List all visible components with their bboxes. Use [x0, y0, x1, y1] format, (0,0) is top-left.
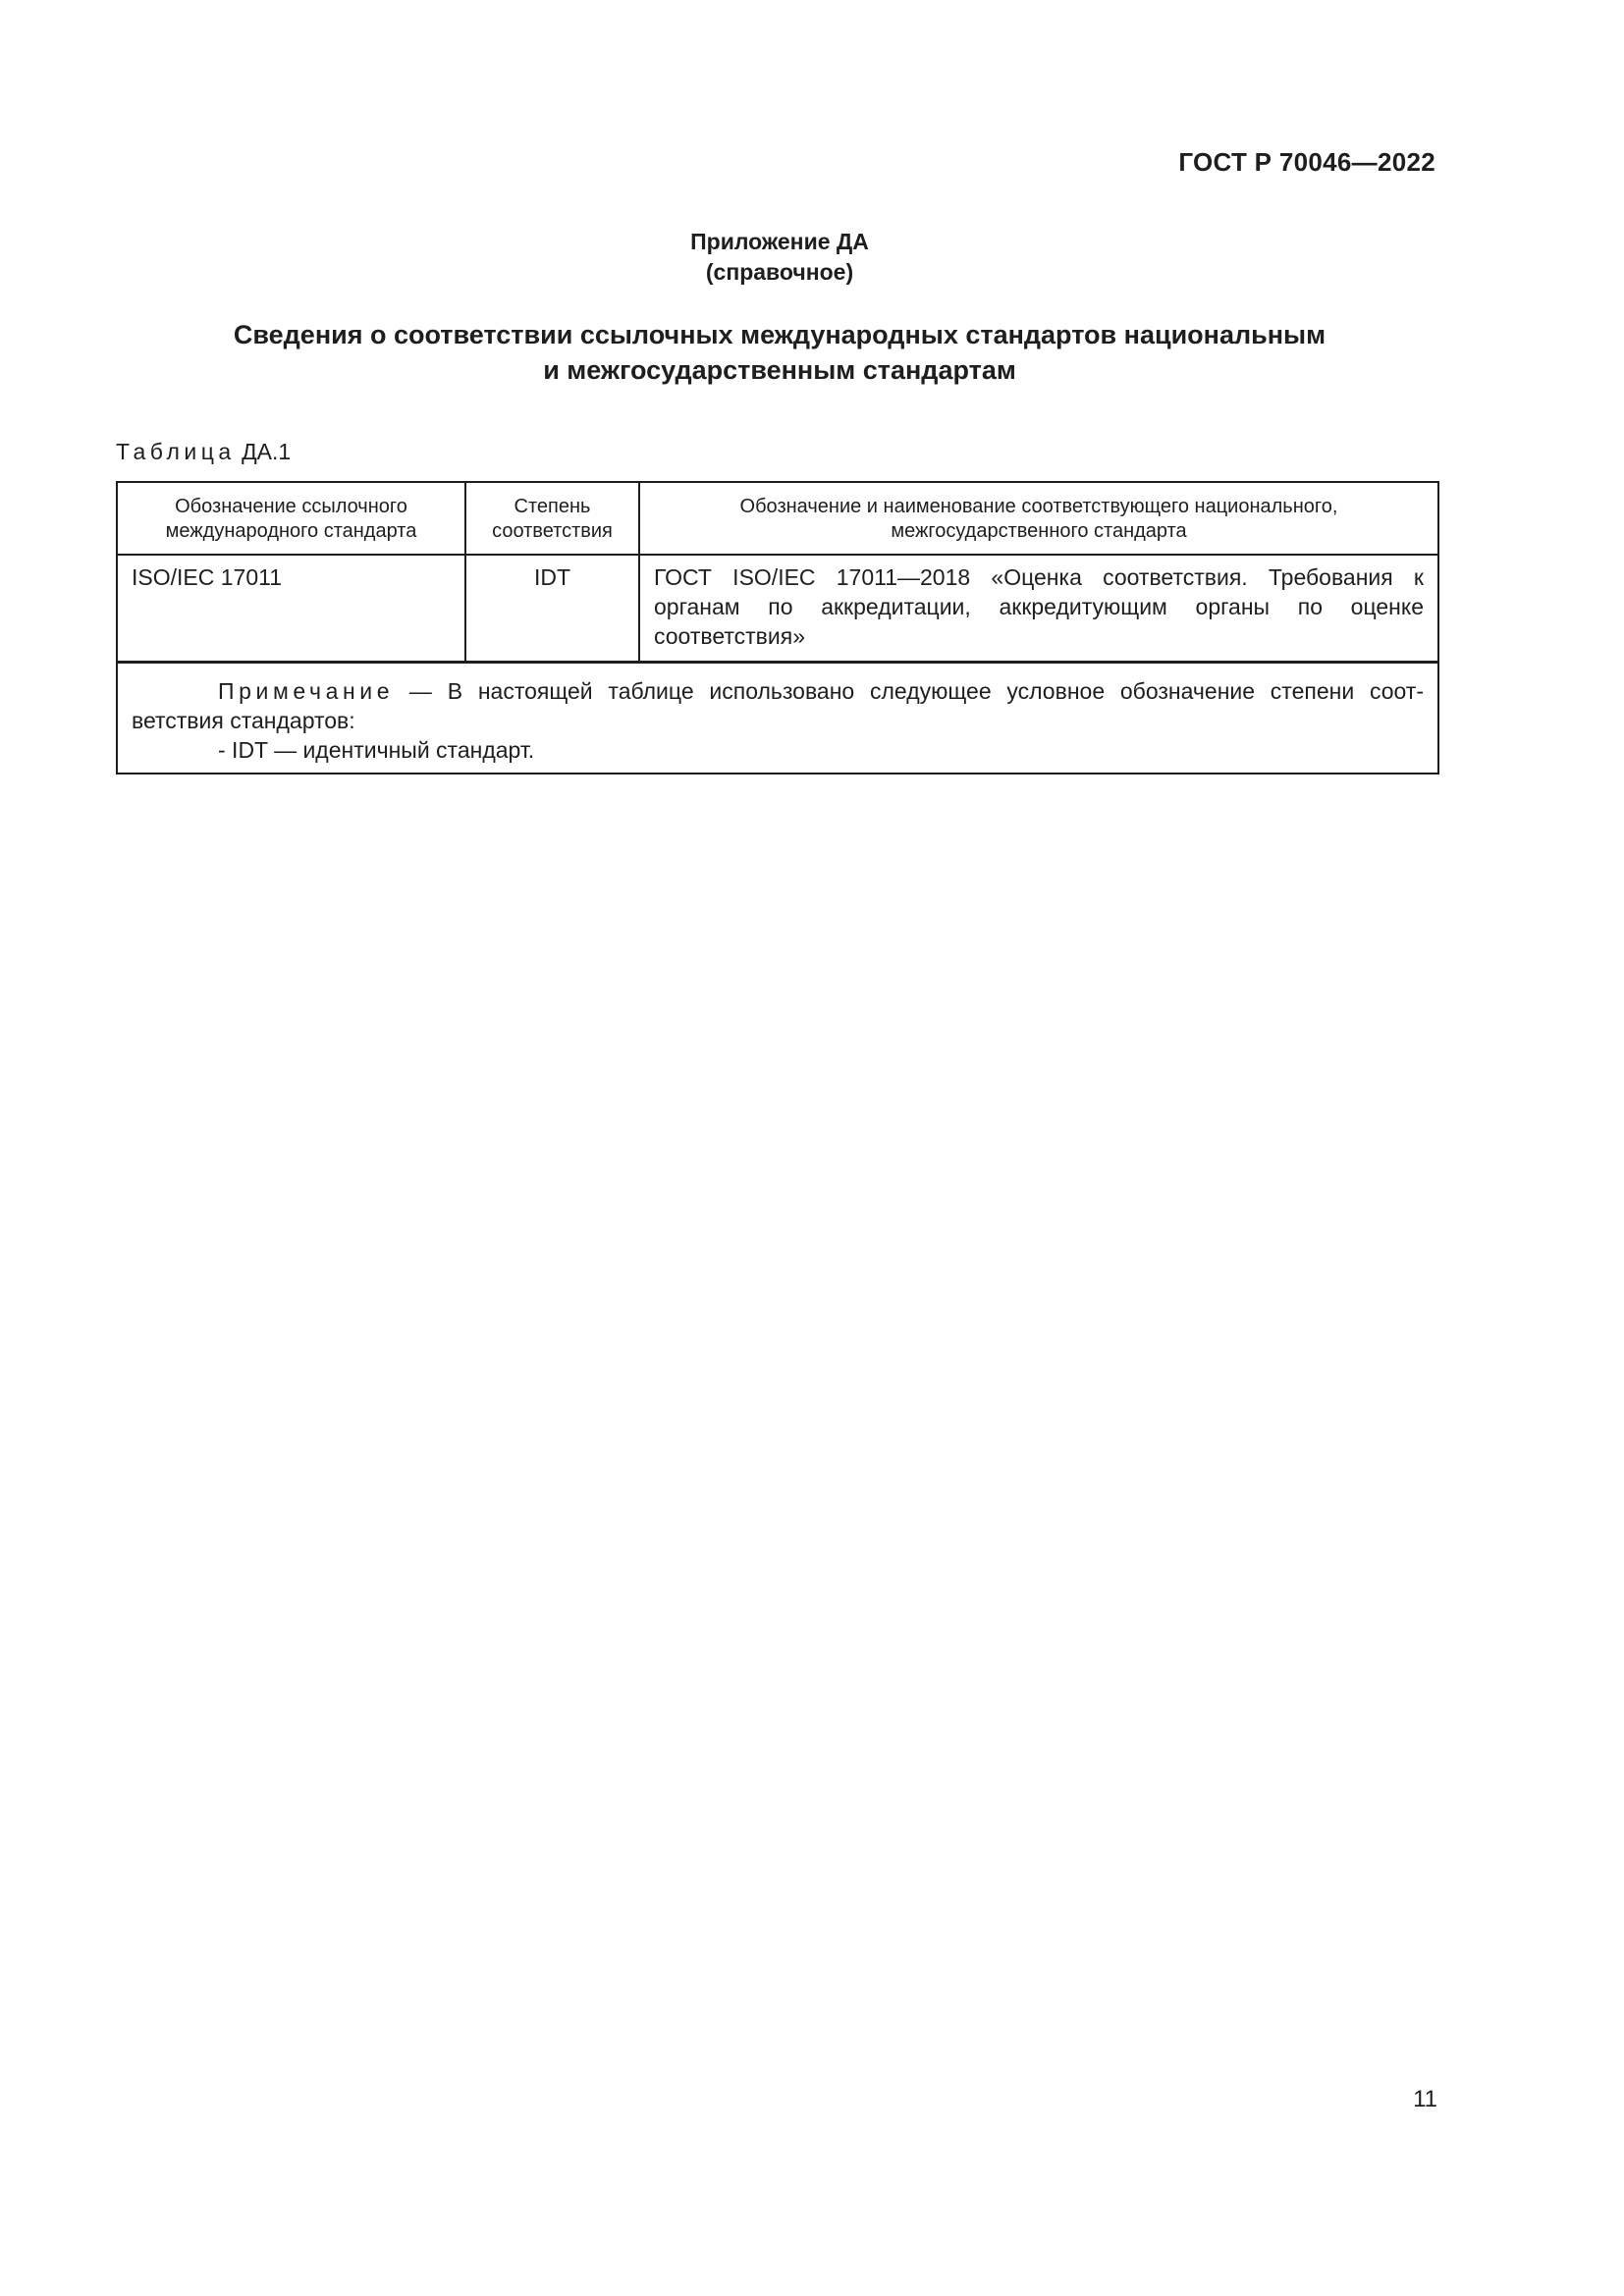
column-header-degree — [465, 482, 639, 555]
table-note-row — [117, 663, 1438, 774]
table-caption — [116, 439, 291, 465]
table-note — [117, 663, 1438, 774]
column-header-line: соответствия — [492, 520, 613, 542]
standards-table — [116, 481, 1439, 774]
column-header-line: Обозначение ссылочного — [175, 496, 407, 517]
column-header-line: Обозначение и наименование соответствующего национального, — [739, 496, 1338, 517]
column-header-line: международного стандарта — [165, 520, 417, 542]
note-line-3: - IDT — идентичный стандарт. — [218, 737, 535, 763]
column-header-line: межгосударственного стандарта — [891, 520, 1187, 542]
column-header-national-standard — [639, 482, 1438, 555]
note-text-1: — В настоящей таблице использовано следующее условное обозначение степени соот- — [394, 678, 1424, 704]
page-number: 11 — [1413, 2086, 1437, 2112]
table-header-row — [117, 482, 1438, 555]
note-line-1 — [132, 676, 1424, 706]
column-header-line: Степень — [514, 496, 591, 517]
appendix-title: Приложение ДА — [690, 229, 869, 254]
cell-designation: ISO/IEC 17011 — [117, 555, 465, 663]
document-code: ГОСТ Р 70046—2022 — [1178, 147, 1435, 177]
table-row — [117, 555, 1438, 663]
cell-national-standard: ГОСТ ISO/IEC 17011—2018 «Оценка соответствия. Требования к органам по аккредитации, аккредитующим органы по оценке соответствия» — [639, 555, 1438, 663]
table-caption-label: Таблица — [116, 439, 236, 464]
section-heading-line-2: и межгосударственным стандартам — [543, 355, 1016, 385]
note-line-2: ветствия стандартов: — [132, 708, 355, 733]
table-caption-number: ДА.1 — [242, 439, 292, 464]
note-label: Примечание — [218, 678, 395, 704]
cell-degree: IDT — [465, 555, 639, 663]
column-header-designation — [117, 482, 465, 555]
appendix-subtitle: (справочное) — [705, 259, 854, 285]
section-heading-line-1: Сведения о соответствии ссылочных международных стандартов национальным — [233, 320, 1326, 349]
